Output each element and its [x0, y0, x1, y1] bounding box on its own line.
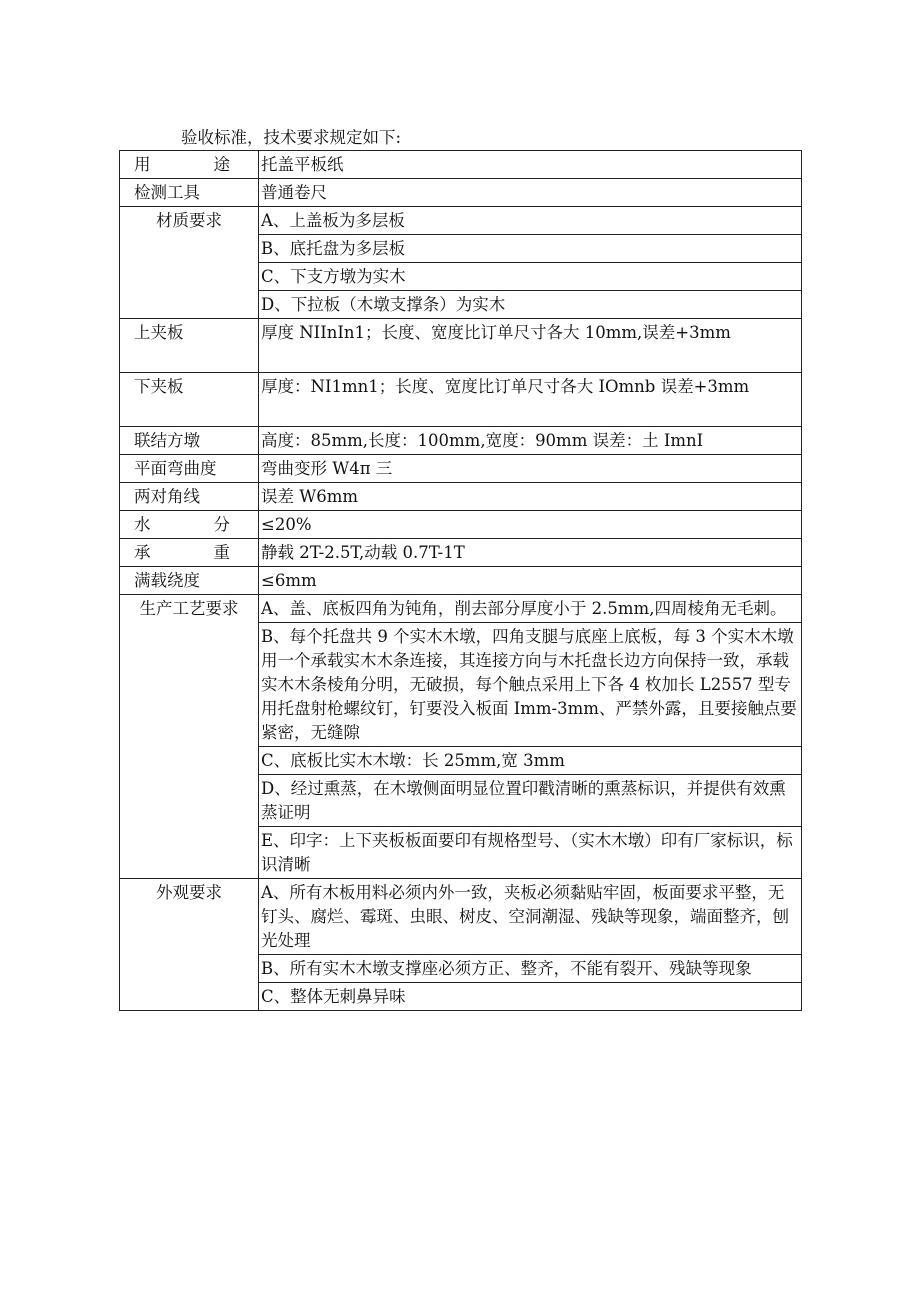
material-item-b: B、底托盘为多层板: [259, 235, 802, 263]
label-material: 材质要求: [120, 207, 259, 319]
value-upper-board: 厚度 NIInIn1；长度、宽度比订单尺寸各大 10mm,误差+3mm: [259, 319, 802, 373]
value-deflection: ≤6mm: [259, 567, 802, 595]
value-flatness: 弯曲变形 W4π 三: [259, 455, 802, 483]
row-process: [120, 595, 802, 623]
row-upper-board: [120, 319, 802, 373]
label-tool: 检测工具: [120, 179, 259, 207]
appearance-item-a: A、所有木板用料必须内外一致，夹板必须黏贴牢固，板面要求平整，无钉头、腐烂、霉斑、虫眼、树皮、空洞潮湿、残缺等现象，端面整齐，刨光处理: [259, 879, 802, 955]
label-block: 联结方墩: [120, 427, 259, 455]
label-diagonal: 两对角线: [120, 483, 259, 511]
row-load: [120, 539, 802, 567]
appearance-item-b: B、所有实木木墩支撑座必须方正、整齐，不能有裂开、残缺等现象: [259, 955, 802, 983]
row-appearance: [120, 879, 802, 955]
row-deflection: [120, 567, 802, 595]
row-tool: [120, 179, 802, 207]
row-flatness: [120, 455, 802, 483]
row-block: [120, 427, 802, 455]
label-moisture: 水分: [120, 511, 259, 539]
label-process: 生产工艺要求: [120, 595, 259, 879]
material-item-c: C、下支方墩为实木: [259, 263, 802, 291]
value-block: 高度：85mm,长度：100mm,宽度：90mm 误差：土 ImnI: [259, 427, 802, 455]
label-load: 承重: [120, 539, 259, 567]
label-appearance: 外观要求: [120, 879, 259, 1011]
value-lower-board: 厚度：NI1mn1；长度、宽度比订单尺寸各大 IOmnb 误差+3mm: [259, 373, 802, 427]
label-lower-board: 下夹板: [120, 373, 259, 427]
material-item-d: D、下拉板（木墩支撑条）为实木: [259, 291, 802, 319]
label-usage: 用途: [120, 151, 259, 179]
process-item-a: A、盖、底板四角为钝角，削去部分厚度小于 2.5mm,四周棱角无毛刺。: [259, 595, 802, 623]
row-diagonal: [120, 483, 802, 511]
material-item-a: A、上盖板为多层板: [259, 207, 802, 235]
value-diagonal: 误差 W6mm: [259, 483, 802, 511]
value-tool: 普通卷尺: [259, 179, 802, 207]
process-item-b: B、每个托盘共 9 个实木木墩，四角支腿与底座上底板，每 3 个实木木墩用一个承载实木木条连接，其连接方向与木托盘长边方向保持一致，承载实木木条棱角分明，无破损，每个触点采用上下各 4 枚加长 L2557 型专用托盘射枪螺纹钉，钉要没入板面 Imm-3mm、严禁外露，且要接触点要紧密，无缝隙: [259, 623, 802, 747]
process-item-d: D、经过熏蒸，在木墩侧面明显位置印戳清晰的熏蒸标识，并提供有效熏蒸证明: [259, 775, 802, 827]
label-flatness: 平面弯曲度: [120, 455, 259, 483]
value-usage: 托盖平板纸: [259, 151, 802, 179]
label-upper-board: 上夹板: [120, 319, 259, 373]
intro-text: 验收标准，技术要求规定如下:: [181, 128, 402, 147]
process-item-e: E、印字：上下夹板板面要印有规格型号、（实木木墩）印有厂家标识，标识清晰: [259, 827, 802, 879]
appearance-item-c: C、整体无刺鼻异味: [259, 983, 802, 1011]
process-item-c: C、底板比实木木墩：长 25mm,宽 3mm: [259, 747, 802, 775]
label-deflection: 满载绕度: [120, 567, 259, 595]
value-load: 静载 2T-2.5T,动载 0.7T-1T: [259, 539, 802, 567]
row-moisture: [120, 511, 802, 539]
spec-table: [119, 150, 802, 1011]
row-usage: [120, 151, 802, 179]
row-lower-board: [120, 373, 802, 427]
value-moisture: ≤20%: [259, 511, 802, 539]
row-material: [120, 207, 802, 235]
